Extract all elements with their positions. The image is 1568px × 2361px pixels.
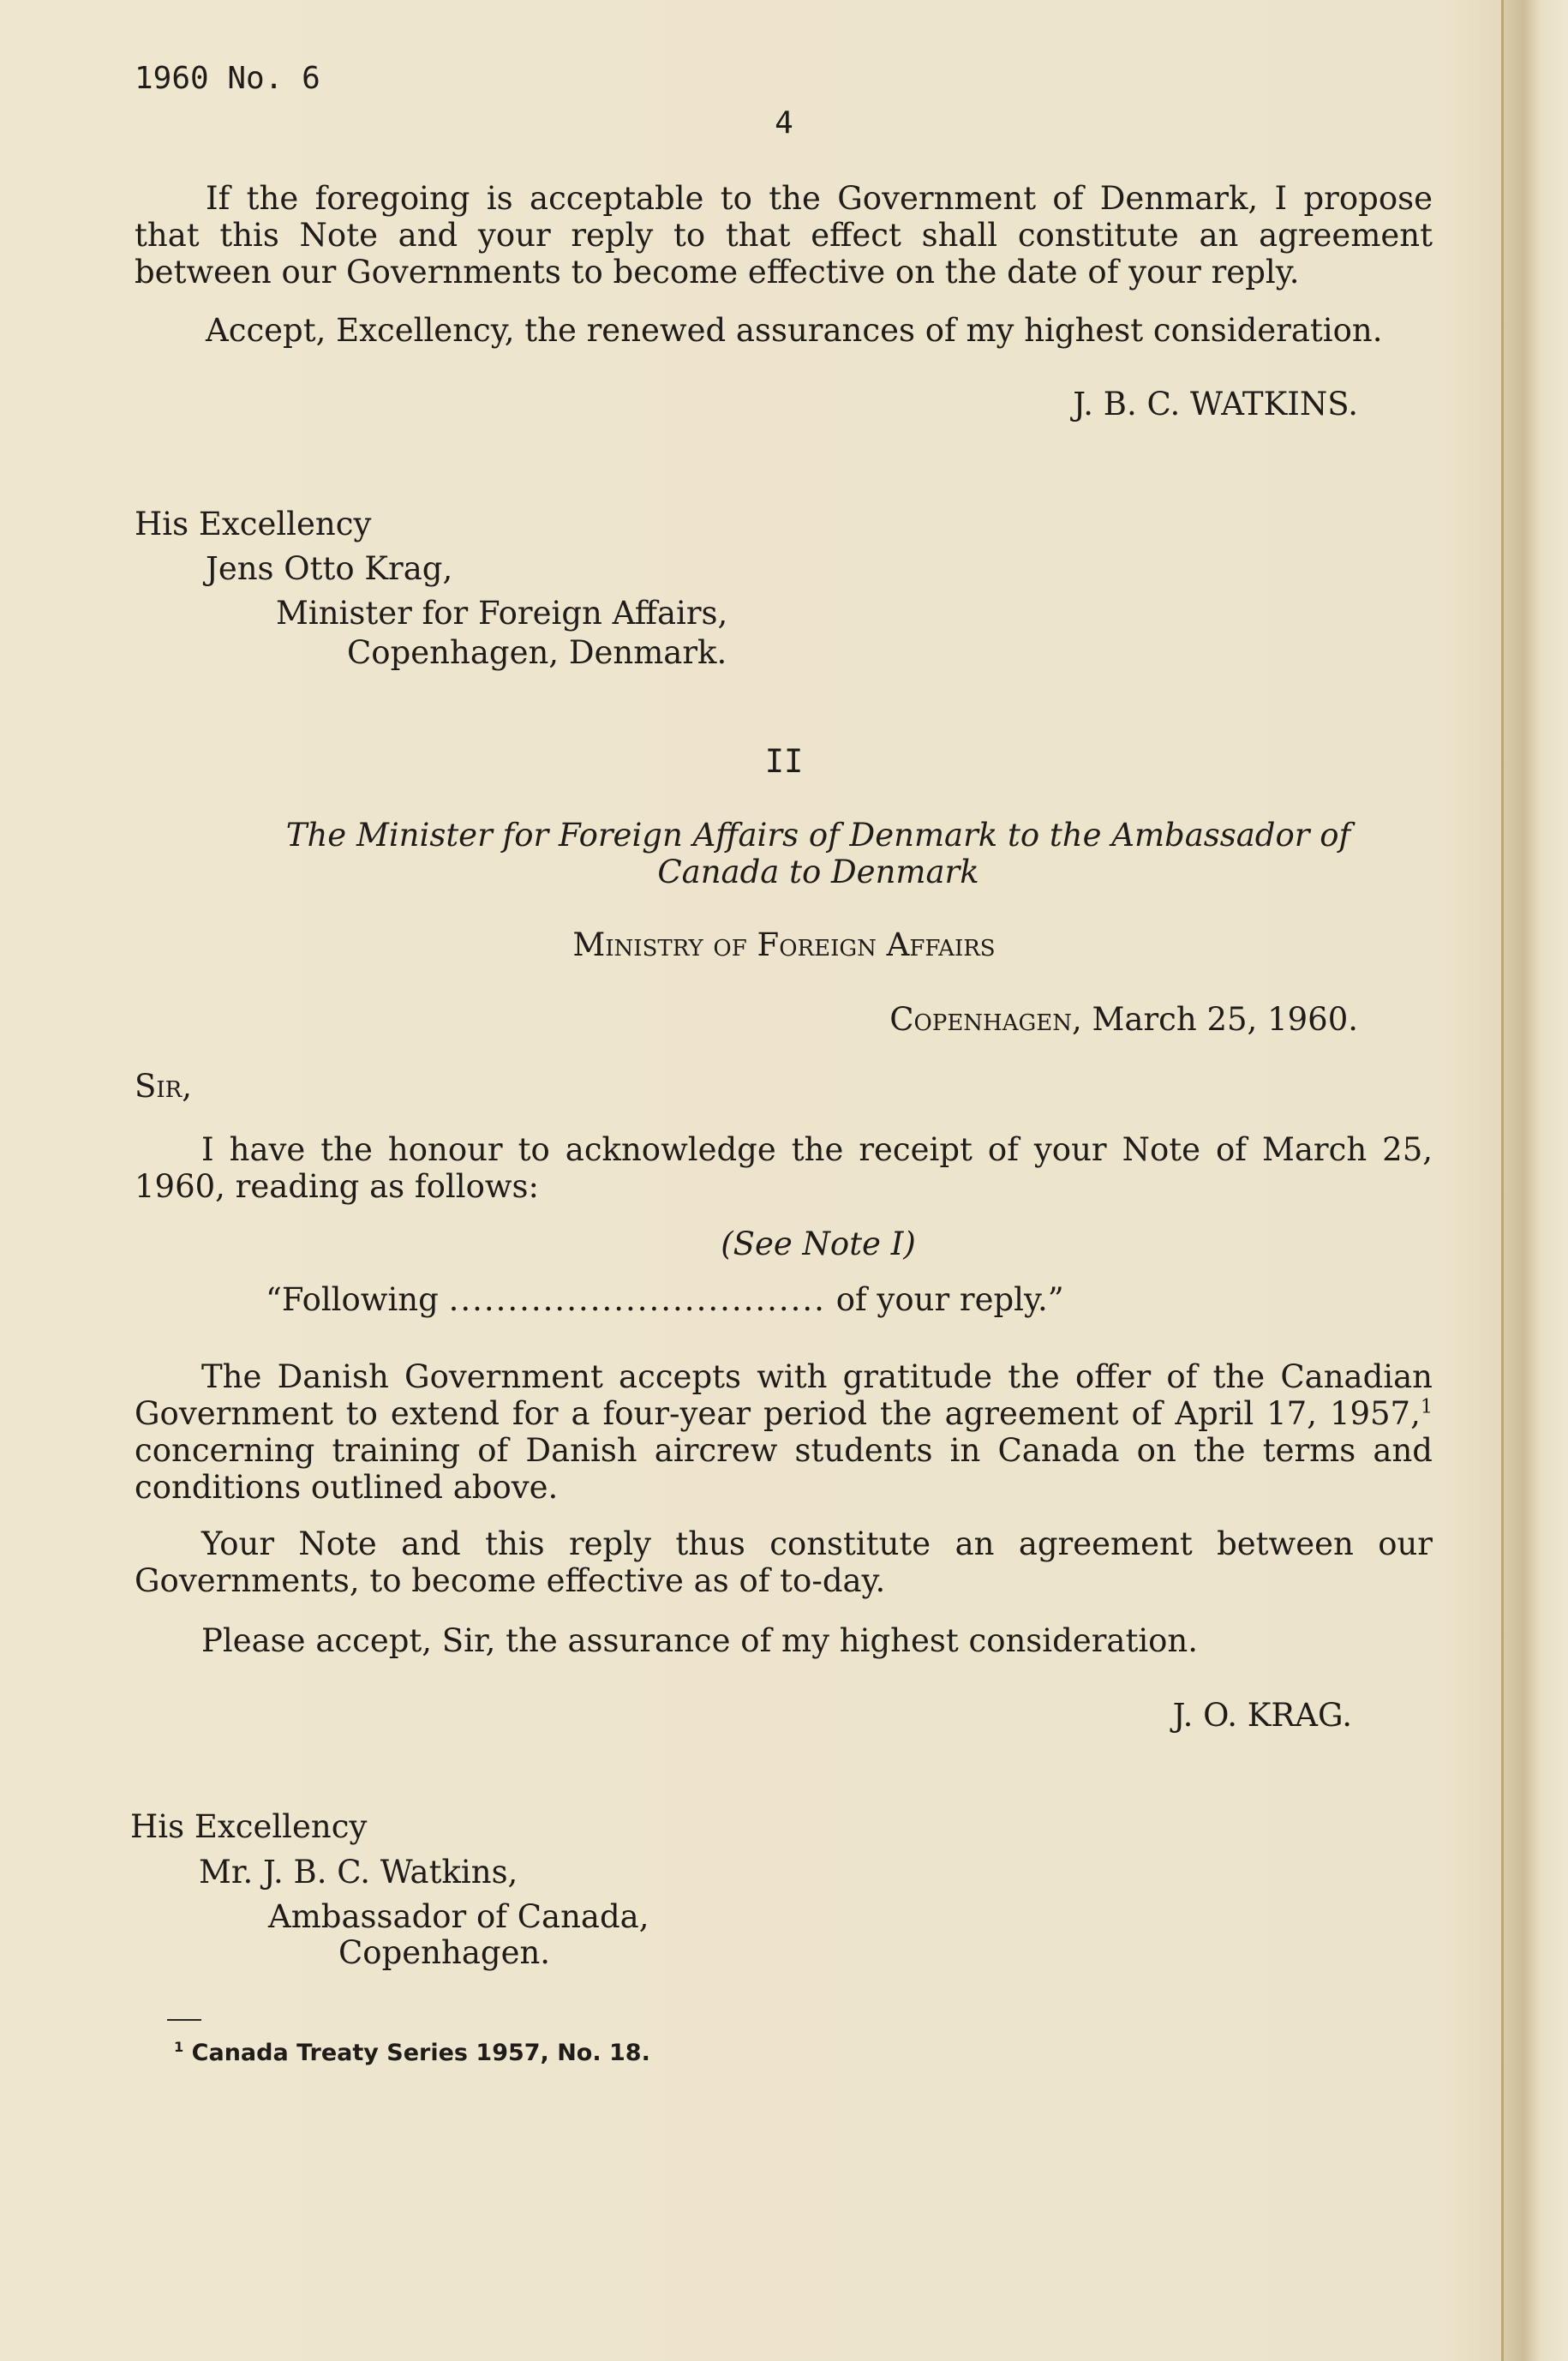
letter2-address-line: Mr. J. B. C. Watkins, [199, 1854, 518, 1891]
letter2-signature: J. O. KRAG. [1172, 1697, 1352, 1734]
footnote-mark: 1 [174, 2039, 184, 2055]
letter2-address-line: Copenhagen. [338, 1934, 551, 1971]
series-header: 1960 No. 6 [135, 61, 320, 96]
salutation: Sir, [135, 1068, 192, 1105]
letter2-closing: Please accept, Sir, the assurance of my highest consideration. [201, 1622, 1199, 1659]
letter1-address-line: Jens Otto Krag, [206, 550, 453, 587]
paragraph-text: The Danish Government accepts with gratitude the offer of the Canadian Government to extend for a four-year period the agreement of April 17, 1957, [135, 1358, 1433, 1432]
see-note-reference: (See Note I) [721, 1225, 916, 1262]
letter1-signature: J. B. C. WATKINS. [1073, 386, 1358, 422]
adjacent-page-edge [1501, 0, 1568, 2361]
footnote-text: Canada Treaty Series 1957, No. 18. [183, 2040, 650, 2066]
ministry-heading: Ministry of Foreign Affairs [572, 926, 996, 963]
section-heading: Canada to Denmark [657, 854, 979, 890]
letter1-closing: Accept, Excellency, the renewed assurances of my highest consideration. [206, 312, 1383, 349]
letter1-paragraph: If the foregoing is acceptable to the Government of Denmark, I propose that this Note and your reply to that effect shall constitute an agreement between our Governments to become effective on the date of your reply. [135, 180, 1433, 291]
letter2-paragraph [135, 1358, 1433, 1506]
letter2-address-line: His Excellency [130, 1808, 368, 1845]
section-heading: The Minister for Foreign Affairs of Denmark to the Ambassador of [285, 817, 1351, 854]
quote-leader: ................................ [448, 1281, 826, 1318]
letter2-paragraph: I have the honour to acknowledge the receipt of your Note of March 25, 1960, reading as follows: [135, 1131, 1433, 1205]
section-numeral: II [764, 743, 804, 780]
dateline [889, 1001, 1358, 1038]
dateline-place: Copenhagen, [889, 1001, 1082, 1038]
letter2-paragraph: Your Note and this reply thus constitute an agreement between our Governments, to become effective as of to-day. [135, 1525, 1433, 1599]
page-number: 4 [775, 105, 793, 141]
dateline-date: March 25, 1960. [1081, 1001, 1358, 1038]
letter1-address-line: Minister for Foreign Affairs, [276, 595, 728, 632]
quote-end: of your reply.” [835, 1281, 1064, 1318]
footnote-rule [167, 2019, 201, 2021]
letter1-address-line: His Excellency [135, 506, 372, 542]
quoted-note [266, 1281, 1064, 1318]
footnote [174, 2034, 650, 2071]
paragraph-text: concerning training of Danish aircrew students in Canada on the terms and conditions outlined above. [135, 1432, 1433, 1506]
letter1-address-line: Copenhagen, Denmark. [347, 634, 727, 671]
quote-start: “Following [266, 1281, 439, 1318]
footnote-marker: 1 [1420, 1395, 1433, 1418]
letter2-address-line: Ambassador of Canada, [268, 1898, 649, 1935]
